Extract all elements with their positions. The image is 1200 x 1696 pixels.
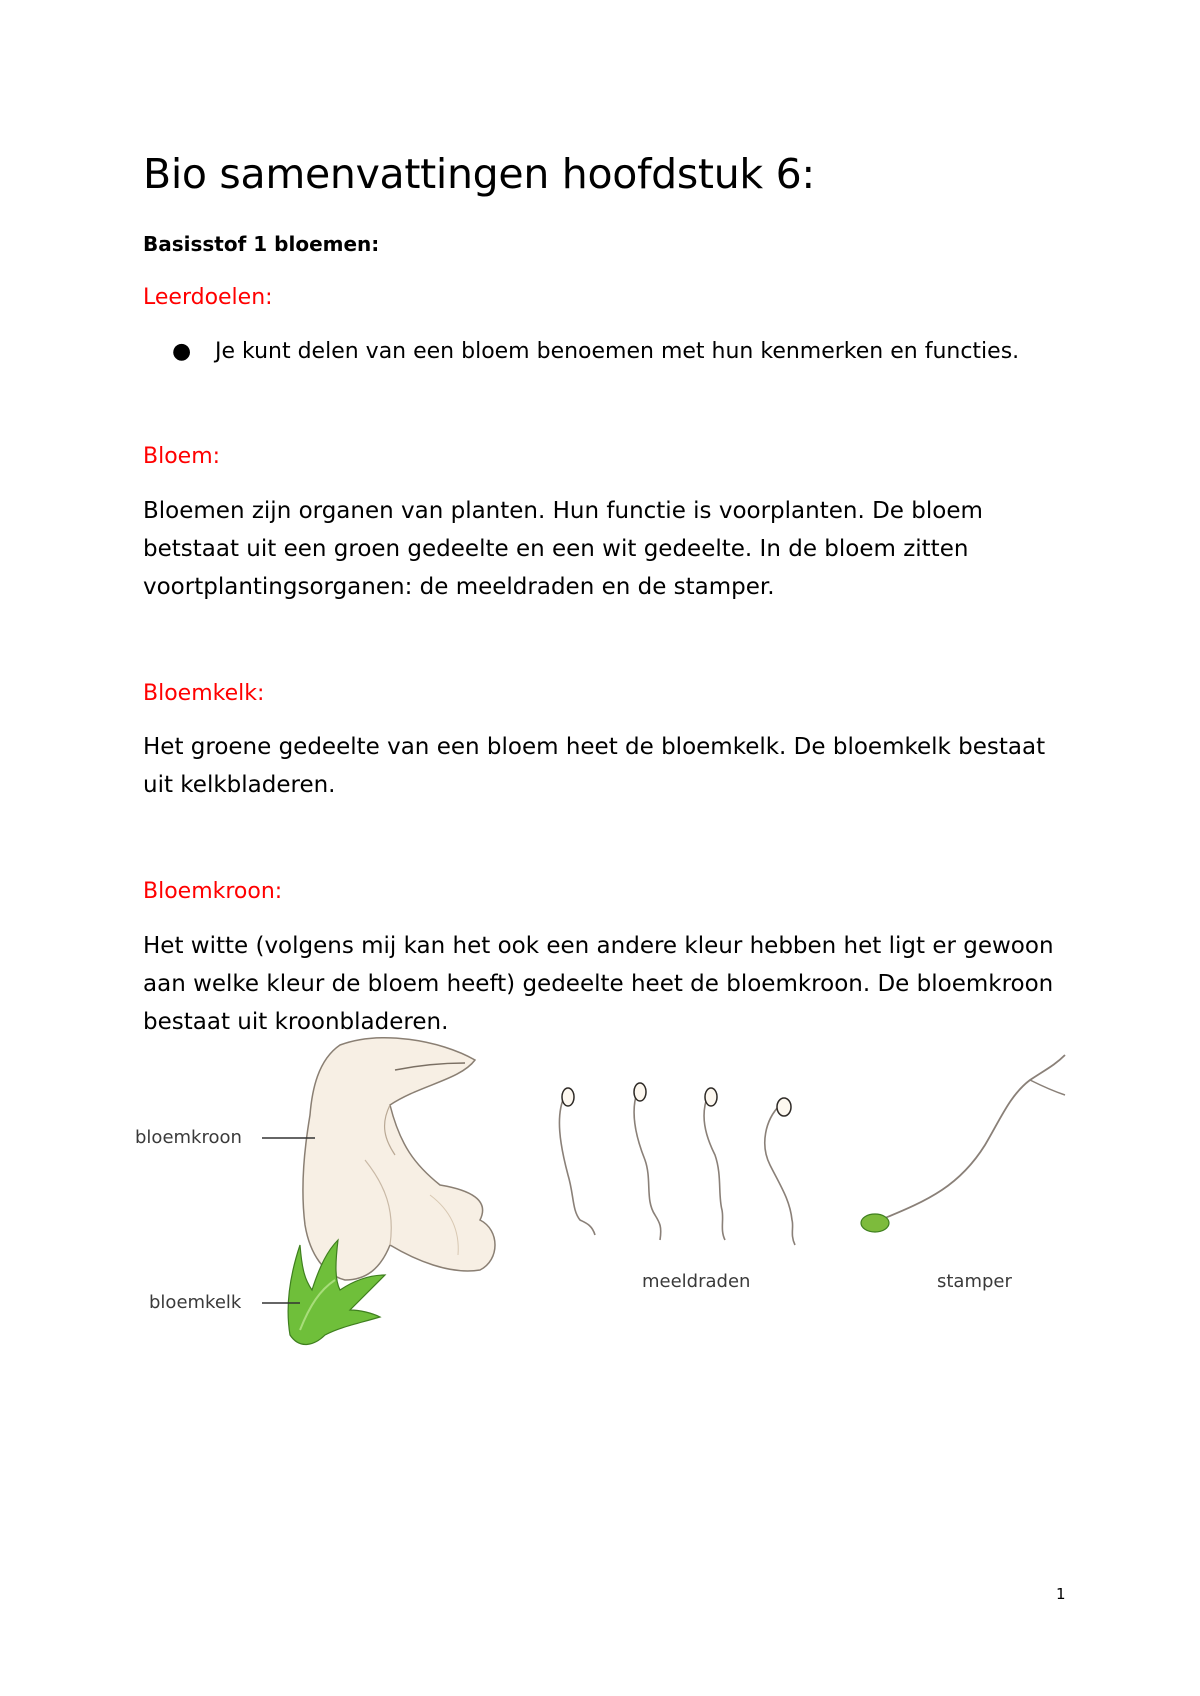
heading-leerdoelen: Leerdoelen:: [143, 285, 273, 310]
text-line: uit kelkbladeren.: [143, 772, 336, 798]
paragraph-bloem: [143, 492, 1083, 606]
bullet-icon: ●: [172, 339, 192, 364]
label-meeldraden: meeldraden: [642, 1271, 751, 1292]
document-title: Bio samenvattingen hoofdstuk 6:: [143, 150, 815, 198]
text-line: betstaat uit een groen gedeelte en een wit gedeelte. In de bloem zitten: [143, 536, 969, 562]
heading-bloemkroon: Bloemkroon:: [143, 879, 283, 904]
label-stamper: stamper: [937, 1271, 1012, 1292]
label-bloemkroon: bloemkroon: [135, 1127, 242, 1148]
text-line: aan welke kleur de bloem heeft) gedeelte heet de bloemkroon. De bloemkroon: [143, 971, 1054, 997]
stamen-drawing: [559, 1090, 795, 1245]
flower-illustration: [140, 1035, 1070, 1380]
pistil-drawing: [861, 1055, 1065, 1232]
text-line: Het witte (volgens mij kan het ook een andere kleur hebben het ligt er gewoon: [143, 933, 1054, 959]
section-subtitle: Basisstof 1 bloemen:: [143, 232, 380, 256]
bullet-text: Je kunt delen van een bloem benoemen met hun kenmerken en functies.: [215, 339, 1020, 364]
text-line: Het groene gedeelte van een bloem heet de bloemkelk. De bloemkelk bestaat: [143, 734, 1046, 760]
heading-bloemkelk: Bloemkelk:: [143, 681, 265, 706]
label-bloemkelk: bloemkelk: [149, 1292, 242, 1313]
paragraph-bloemkroon: [143, 927, 1083, 1041]
text-line: voortplantingsorganen: de meeldraden en de stamper.: [143, 574, 775, 600]
flower-parts-figure: [135, 1035, 1070, 1380]
anther-drawing: [562, 1083, 791, 1116]
paragraph-bloemkelk: [143, 728, 1083, 804]
page-number: 1: [1056, 1585, 1066, 1603]
corolla-drawing: [303, 1038, 495, 1280]
heading-bloem: Bloem:: [143, 444, 221, 469]
text-line: bestaat uit kroonbladeren.: [143, 1009, 449, 1035]
text-line: Bloemen zijn organen van planten. Hun functie is voorplanten. De bloem: [143, 498, 983, 524]
